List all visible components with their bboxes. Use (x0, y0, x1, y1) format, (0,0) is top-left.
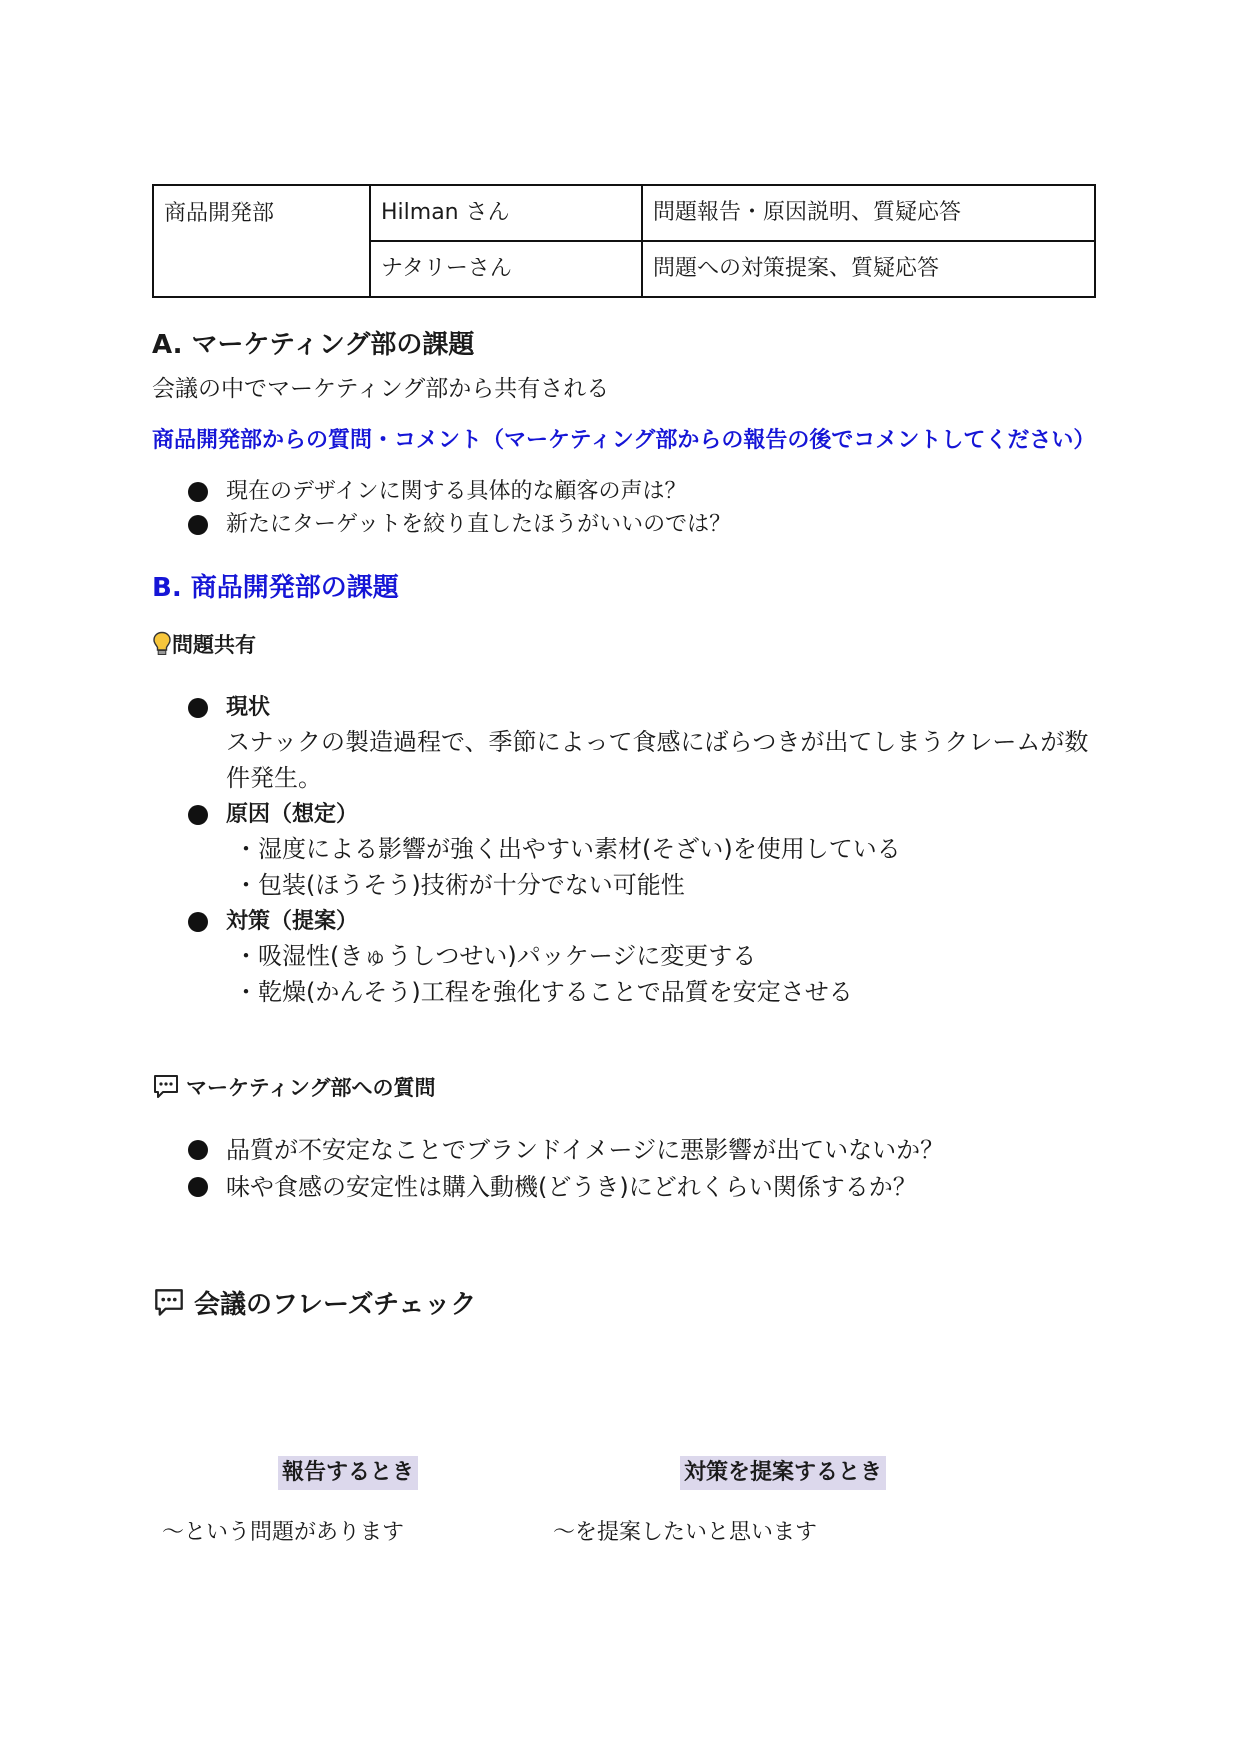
bullet-icon (188, 912, 208, 932)
department-cell: 商品開発部 (153, 185, 370, 297)
bullet-icon (188, 515, 208, 535)
cause-list (152, 798, 1096, 831)
person-cell: Hilman さん (370, 185, 642, 241)
list-item: 味や食感の安定性は購入動機(どうき)にどれくらい関係するか？ (188, 1169, 1096, 1206)
measure-item: ・吸湿性(きゅうしつせい)パッケージに変更する (234, 942, 757, 970)
lightbulb-icon (152, 631, 172, 657)
role-cell: 問題報告・原因説明、質疑応答 (642, 185, 1095, 241)
status-list (152, 691, 1096, 724)
section-b-title: B. 商品開発部の課題 (152, 573, 399, 603)
bullet-icon (188, 1140, 208, 1160)
list-item: 原因（想定） (188, 798, 1096, 831)
cause-item: ・湿度による影響が強く出やすい素材(そざい)を使用している (234, 835, 901, 863)
bullet-icon (188, 805, 208, 825)
problem-share-label: 問題共有 (172, 633, 256, 657)
phrase-heading-report: 報告するとき (278, 1456, 418, 1490)
measure-list (152, 905, 1096, 938)
list-item: 現状 (188, 691, 1096, 724)
bullet-icon (188, 1177, 208, 1197)
bullet-icon (188, 482, 208, 502)
marketing-question-heading (152, 1072, 1096, 1102)
section-a-intro: 会議の中でマーケティング部から共有される (152, 376, 610, 402)
problem-share-heading (152, 629, 1096, 659)
phrase-heading-propose: 対策を提案するとき (680, 1456, 886, 1490)
section-b-question-list (152, 1132, 1096, 1206)
phrase-report-wrap (162, 1518, 404, 1548)
phrase-column-propose (680, 1456, 886, 1490)
section-a-subtitle: 商品開発部からの質問・コメント（マーケティング部からの報告の後でコメントしてください） (152, 428, 1096, 453)
phrase-propose-wrap (553, 1518, 817, 1548)
section-a-question-list (152, 475, 1096, 541)
measure-item: ・乾燥(かんそう)工程を強化することで品質を安定させる (234, 978, 853, 1006)
list-item: 現在のデザインに関する具体的な顧客の声は？ (188, 475, 1096, 508)
phrase-check-heading (152, 1284, 1096, 1321)
person-cell: ナタリーさん (370, 241, 642, 297)
bullet-icon (188, 698, 208, 718)
phrase-check-title: 会議のフレーズチェック (194, 1290, 477, 1320)
list-item: 品質が不安定なことでブランドイメージに悪影響が出ていないか？ (188, 1132, 1096, 1169)
phrase-propose: 〜を提案したいと思います (553, 1520, 818, 1545)
phrase-report: 〜という問題があります (162, 1520, 405, 1545)
marketing-question-label: マーケティング部への質問 (186, 1076, 436, 1100)
document-page (152, 184, 1096, 1321)
phrase-column-report (278, 1456, 418, 1490)
status-text: スナックの製造過程で、季節によって食感にばらつきが出てしまうクレームが数件発生。 (226, 728, 1089, 792)
role-cell: 問題への対策提案、質疑応答 (642, 241, 1095, 297)
speech-bubble-icon (152, 1288, 186, 1318)
speech-bubble-icon (152, 1074, 180, 1100)
list-item: 対策（提案） (188, 905, 1096, 938)
table-row (153, 185, 1095, 241)
section-a-title: A. マーケティング部の課題 (152, 330, 475, 360)
cause-item: ・包装(ほうそう)技術が十分でない可能性 (234, 871, 685, 899)
list-item: 新たにターゲットを絞り直したほうがいいのでは？ (188, 508, 1096, 541)
roles-table (152, 184, 1096, 298)
